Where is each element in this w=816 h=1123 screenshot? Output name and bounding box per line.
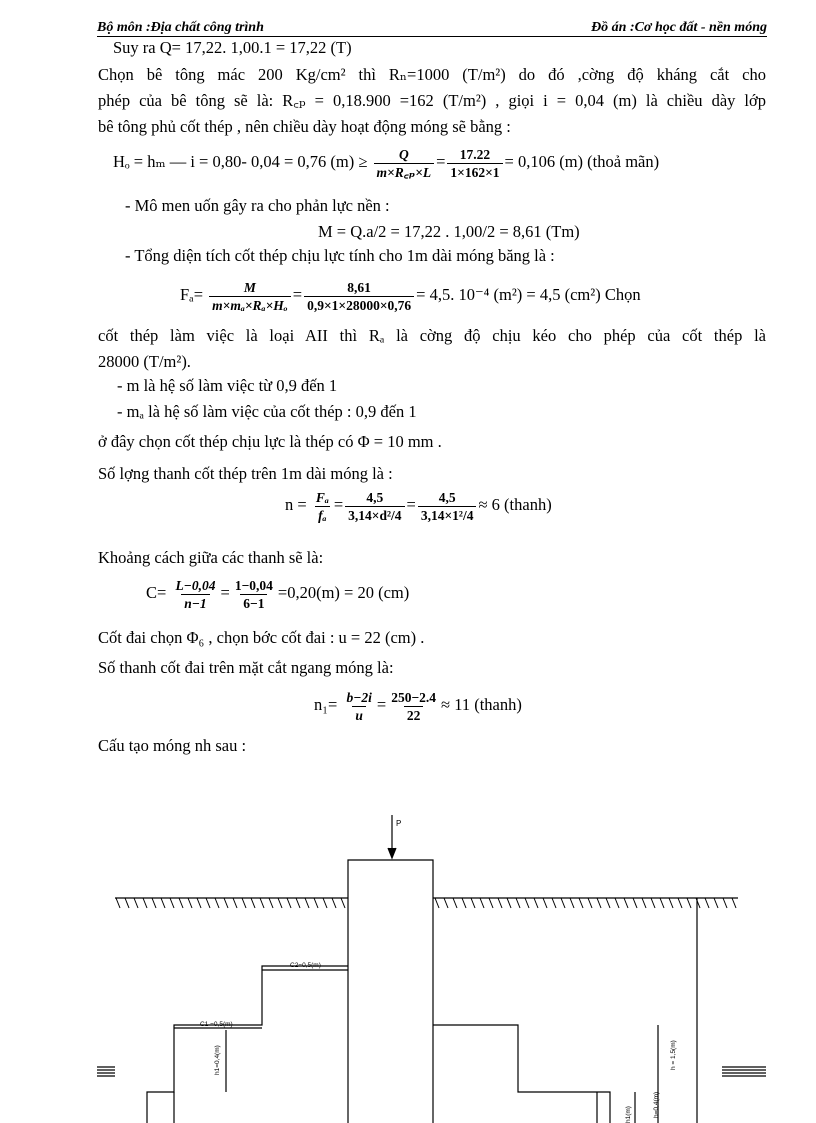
header-right: Đồ án :Cơ học đất - nền móng bbox=[591, 20, 767, 35]
ground-hatch-tick bbox=[435, 898, 439, 908]
ground-hatch-tick bbox=[660, 898, 664, 908]
dim-h: h = 1,5(m) bbox=[670, 1040, 677, 1070]
formula-text: n₁= bbox=[314, 695, 338, 714]
text-line: Cốt đai chọn Φ₆ , chọn bớc cốt đai : u = 22 (cm) . bbox=[98, 628, 425, 647]
numerator: M bbox=[243, 279, 256, 295]
formula-n1: n₁= $\frac{b-2i}{u}$ = $\frac{250-2.4}{22}$ ≈ 11 (thanh) bbox=[314, 689, 522, 723]
text-line: - Mô men uốn gây ra cho phản lực nền : bbox=[125, 196, 390, 215]
ground-hatch-tick bbox=[669, 898, 673, 908]
formula-text: ≈ 6 (thanh) bbox=[478, 495, 552, 514]
ground-hatch-tick bbox=[606, 898, 610, 908]
formula-h0: Hₒ = hₘ — i = 0,80- 0,04 = 0,76 (m) ≥ $\frac{Q}{\text{m×R꜀ₚ×L}}$ = $\frac{17.22}{1\times 162\times 1}$ = 0,106 (m) (thoả mãn) bbox=[113, 146, 660, 180]
denominator: 6−1 bbox=[240, 594, 267, 612]
denominator: u bbox=[352, 706, 366, 724]
ground-hatch-tick bbox=[341, 898, 345, 908]
ground-hatch-tick bbox=[251, 898, 255, 908]
dim-h1: h1=0,4(m) bbox=[214, 1045, 221, 1075]
numerator: Fₐ bbox=[315, 489, 329, 505]
text-line: Chọn bê tông mác 200 Kg/cm² thì Rₙ=1000 (T/m²) do đó ,cờng độ kháng cắt cho bbox=[98, 65, 766, 84]
denominator: n−1 bbox=[181, 594, 209, 612]
ground-hatch-tick bbox=[471, 898, 475, 908]
ground-hatch-tick bbox=[260, 898, 264, 908]
ground-hatch-tick bbox=[287, 898, 291, 908]
foundation-drawing bbox=[0, 800, 816, 1123]
denominator: 3,14×d²/4 bbox=[345, 506, 404, 524]
dim-right1: h=0,4(m) bbox=[653, 1091, 660, 1118]
text-line: phép của bê tông sẽ là: R꜀ₚ = 0,18.900 =162 (T/m²) , giọi i = 0,04 (m) là chiều dày lớp bbox=[98, 91, 766, 110]
ground-hatch-tick bbox=[561, 898, 565, 908]
text-line: bê tông phủ cốt thép , nên chiều dày hoạt động móng sẽ bằng : bbox=[98, 117, 511, 136]
ground-hatch-tick bbox=[678, 898, 682, 908]
denominator: 0,9×1×28000×0,76 bbox=[304, 296, 414, 314]
ground-hatch-tick bbox=[224, 898, 228, 908]
header-left: Bộ môn :Địa chất công trình bbox=[97, 20, 264, 35]
numerator: b−2i bbox=[346, 689, 372, 705]
text-line: - mₐ là hệ số làm việc của cốt thép : 0,9 đến 1 bbox=[117, 402, 417, 421]
ground-hatch-tick bbox=[296, 898, 300, 908]
formula-text: n = bbox=[285, 495, 307, 514]
numerator: 17.22 bbox=[459, 146, 491, 162]
load-label: P bbox=[396, 819, 402, 828]
ground-hatch-tick bbox=[498, 898, 502, 908]
denominator: fₐ bbox=[315, 506, 330, 524]
denominator: 22 bbox=[404, 706, 424, 724]
formula-text: Hₒ = hₘ — i = 0,80- 0,04 = 0,76 (m) ≥ bbox=[113, 152, 368, 171]
ground-hatch-tick bbox=[269, 898, 273, 908]
ground-hatch-tick bbox=[152, 898, 156, 908]
ground-hatch-tick bbox=[732, 898, 736, 908]
fraction bbox=[418, 489, 477, 524]
formula-n: n = $\frac{\text{Fₐ}}{\text{fₐ}}$ = $\frac{4,5}{\text{3,14×d²/4}}$ = $\frac{4,5}{\text{3,14×1²/4}}$ ≈ 6 (thanh) bbox=[285, 489, 552, 523]
ground-hatch-tick bbox=[206, 898, 210, 908]
formula-text: = 0,106 (m) (thoả mãn) bbox=[504, 152, 660, 171]
text-line: Suy ra Q= 17,22. 1,00.1 = 17,22 (T) bbox=[113, 38, 352, 57]
text-line: ở đây chọn cốt thép chịu lực là thép có Φ = 10 mm . bbox=[98, 432, 442, 451]
ground-hatch-tick bbox=[197, 898, 201, 908]
ground-hatch-tick bbox=[444, 898, 448, 908]
ground-hatch-tick bbox=[597, 898, 601, 908]
text-line: cốt thép làm việc là loại AII thì Rₐ là cờng độ chịu kéo cho phép của cốt thép là bbox=[98, 326, 766, 345]
numerator: 4,5 bbox=[366, 489, 384, 505]
ground-hatch-tick bbox=[579, 898, 583, 908]
ground-hatch-tick bbox=[588, 898, 592, 908]
text-line: Số thanh cốt đai trên mặt cắt ngang móng là: bbox=[98, 658, 394, 677]
ground-hatch-tick bbox=[633, 898, 637, 908]
ground-hatch-tick bbox=[278, 898, 282, 908]
ground-hatch-tick bbox=[453, 898, 457, 908]
text-line: Cấu tạo móng nh sau : bbox=[98, 736, 247, 755]
text-line: M = Q.a/2 = 17,22 . 1,00/2 = 8,61 (Tm) bbox=[318, 222, 580, 241]
formula-text: =0,20(m) = 20 (cm) bbox=[277, 583, 410, 602]
ground-hatch-tick bbox=[507, 898, 511, 908]
ground-hatch-tick bbox=[179, 898, 183, 908]
ground-hatch-tick bbox=[134, 898, 138, 908]
ground-hatch-tick bbox=[188, 898, 192, 908]
fraction bbox=[313, 489, 332, 524]
fraction bbox=[374, 146, 435, 181]
ground-hatch-tick bbox=[543, 898, 547, 908]
ground-hatch-tick bbox=[624, 898, 628, 908]
fraction bbox=[232, 577, 276, 612]
text-line: Số lợng thanh cốt thép trên 1m dài móng là : bbox=[98, 464, 393, 483]
fraction bbox=[447, 146, 502, 181]
ground-hatch-tick bbox=[570, 898, 574, 908]
ground-hatch-tick bbox=[233, 898, 237, 908]
ground-hatch-tick bbox=[642, 898, 646, 908]
ground-hatch-tick bbox=[242, 898, 246, 908]
ground-hatch-tick bbox=[314, 898, 318, 908]
fraction bbox=[172, 577, 218, 612]
numerator: 4,5 bbox=[438, 489, 456, 505]
formula-text: C= bbox=[146, 583, 167, 602]
text-line: - m là hệ số làm việc từ 0,9 đến 1 bbox=[117, 376, 338, 395]
ground-hatch-tick bbox=[161, 898, 165, 908]
ground-hatch-tick bbox=[323, 898, 327, 908]
dim-c2: C2=0,5(m) bbox=[290, 962, 321, 969]
denominator: m×mₐ×Rₐ×Hₒ bbox=[209, 296, 291, 314]
text-line: - Tổng diện tích cốt thép chịu lực tính cho 1m dài móng băng là : bbox=[125, 246, 555, 265]
ground-hatch-tick bbox=[516, 898, 520, 908]
dim-c1: C1 =0,5(m) bbox=[200, 1021, 233, 1028]
ground-hatch-tick bbox=[525, 898, 529, 908]
ground-hatch-tick bbox=[714, 898, 718, 908]
denominator: 1×162×1 bbox=[447, 163, 502, 181]
ground-hatch-tick bbox=[332, 898, 336, 908]
formula-c: C= $\frac{L-0,04}{n-1}$ = $\frac{1-0,04}{6-1}$ =0,20(m) = 20 (cm) bbox=[146, 577, 410, 611]
ground-hatch-tick bbox=[552, 898, 556, 908]
formula-fa: Fₐ= $\frac{M}{\text{m×mₐ×Rₐ×Hₒ}}$ = $\frac{8,61}{0,9\times 1\times 28000\times 0,76}$ = 4,5. 10⁻⁴ (m²) = 4,5 (cm²) Chọn bbox=[180, 279, 641, 313]
numerator: L−0,04 bbox=[175, 577, 216, 593]
formula-text: Fₐ= bbox=[180, 285, 203, 304]
ground-hatch-tick bbox=[615, 898, 619, 908]
ground-hatch-tick bbox=[462, 898, 466, 908]
ground-hatch-tick bbox=[723, 898, 727, 908]
ground-hatch-tick bbox=[170, 898, 174, 908]
numerator: 8,61 bbox=[347, 279, 371, 295]
ground-hatch-tick bbox=[480, 898, 484, 908]
denominator: 3,14×1²/4 bbox=[418, 506, 477, 524]
numerator: 250−2.4 bbox=[391, 689, 437, 705]
text-line: 28000 (T/m²). bbox=[98, 352, 191, 371]
fraction bbox=[209, 279, 291, 314]
ground-hatch-tick bbox=[305, 898, 309, 908]
denominator: m×R꜀ₚ×L bbox=[374, 163, 435, 181]
fraction bbox=[343, 689, 374, 724]
ground-hatch-tick bbox=[143, 898, 147, 908]
formula-text: = 4,5. 10⁻⁴ (m²) = 4,5 (cm²) Chọn bbox=[416, 285, 641, 304]
ground-hatch-tick bbox=[705, 898, 709, 908]
formula-text: ≈ 11 (thanh) bbox=[441, 695, 522, 714]
numerator: Q bbox=[398, 146, 409, 162]
ground-hatch-tick bbox=[116, 898, 120, 908]
dim-right2: h1(m) bbox=[625, 1106, 632, 1123]
fraction bbox=[388, 689, 439, 724]
ground-hatch-tick bbox=[534, 898, 538, 908]
numerator: 1−0,04 bbox=[234, 577, 273, 593]
ground-hatch-tick bbox=[651, 898, 655, 908]
fraction bbox=[345, 489, 404, 524]
text-line: Khoảng cách giữa các thanh sẽ là: bbox=[98, 548, 324, 567]
fraction bbox=[304, 279, 414, 314]
ground-hatch-tick bbox=[687, 898, 691, 908]
page-header bbox=[97, 18, 767, 37]
ground-hatch-tick bbox=[489, 898, 493, 908]
ground-hatch-tick bbox=[215, 898, 219, 908]
ground-hatch-tick bbox=[125, 898, 129, 908]
